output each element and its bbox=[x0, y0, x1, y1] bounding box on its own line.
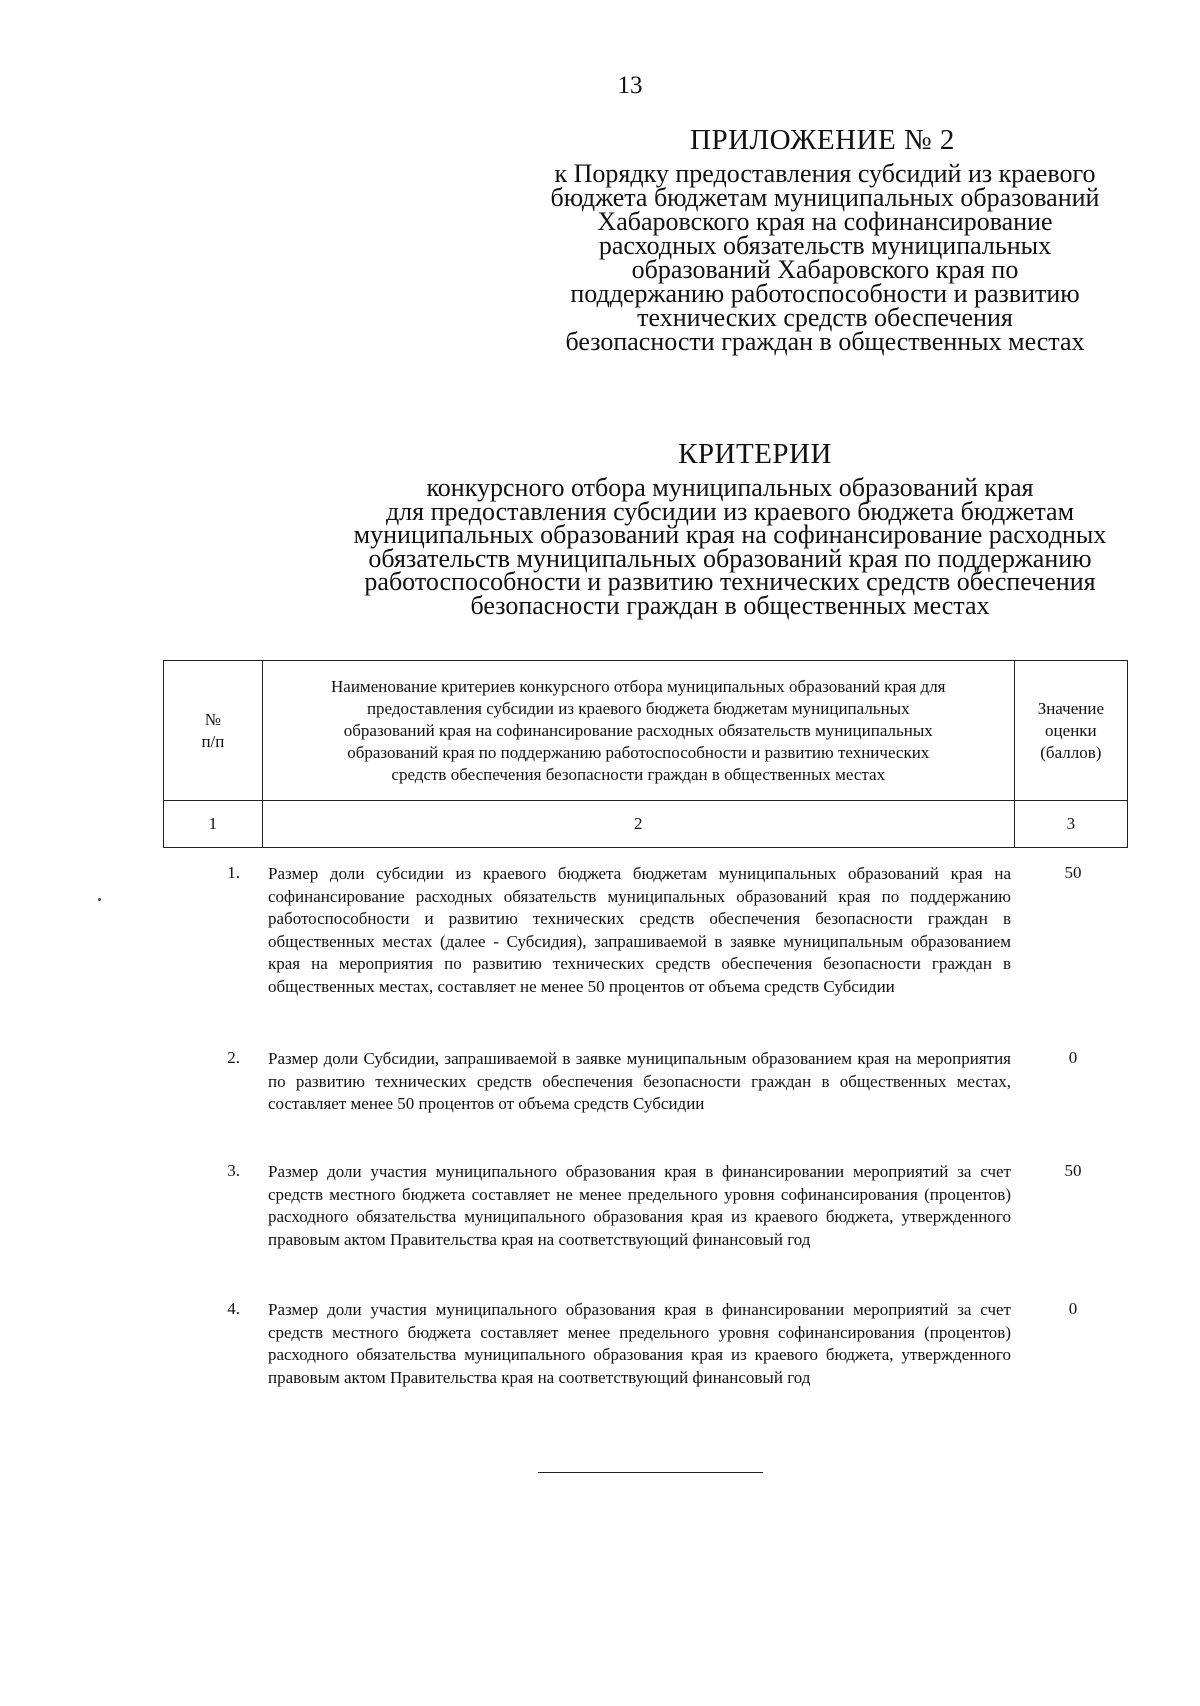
appendix-subtitle-line: Хабаровского края на софинансирование bbox=[597, 207, 1053, 236]
header-score-line: оценки bbox=[1045, 720, 1097, 740]
header-name-line: предоставления субсидии из краевого бюджета бюджетам муниципальных bbox=[366, 698, 910, 718]
criteria-subtitle-line: безопасности граждан в общественных местах bbox=[470, 590, 990, 620]
criteria-subtitle-line: конкурсного отбора муниципальных образований края bbox=[426, 473, 1034, 502]
header-name-line: средств обеспечения безопасности граждан в общественных местах bbox=[391, 764, 886, 784]
criterion-number: 2. bbox=[227, 1048, 240, 1067]
scan-dot bbox=[98, 898, 101, 901]
criterion-number: 4. bbox=[227, 1299, 240, 1318]
appendix-title: ПРИЛОЖЕНИЕ № 2 bbox=[690, 124, 955, 156]
appendix-subtitle bbox=[520, 159, 1130, 356]
criterion-text: Размер доли участия муниципального образования края в финансировании мероприятий за счет средств местного бюджета составляет менее предельного уровня софинансирования (процентов) расходного обязательства муниципального образования края из краевого бюджета, утвержденного правовым актом Правительства края на соответствующий финансовый год bbox=[268, 1300, 1011, 1387]
criterion-text: Размер доли субсидии из краевого бюджета бюджетам муниципальных образований края на софинансирование расходных обязательств муниципальных образований края по поддержанию работоспособности и развитию технических средств обеспечения безопасности граждан в общественных местах (далее - Субсидия), запрашиваемой в заявке муниципальным образованием края на мероприятия по развитию технических средств обеспечения безопасности граждан в общественных местах, составляет не менее 50 процентов от объема средств Субсидии bbox=[268, 864, 1011, 996]
criterion-score: 50 bbox=[1064, 863, 1082, 882]
criteria-title: КРИТЕРИИ bbox=[678, 438, 832, 470]
appendix-subtitle-line: расходных обязательств муниципальных bbox=[598, 231, 1052, 260]
appendix-subtitle-line: образований Хабаровского края по bbox=[631, 255, 1019, 284]
appendix-subtitle-line: технических средств обеспечения bbox=[637, 303, 1013, 332]
criteria-subtitle bbox=[230, 473, 1200, 620]
criterion-score: 0 bbox=[1068, 1299, 1078, 1318]
header-num-line: п/п bbox=[201, 731, 225, 751]
header-name-line: Наименование критериев конкурсного отбора муниципальных образований края для bbox=[331, 676, 946, 696]
header-score-line: (баллов) bbox=[1040, 742, 1102, 762]
appendix-subtitle-line: безопасности граждан в общественных местах bbox=[565, 327, 1085, 356]
header-cell-name bbox=[262, 661, 1014, 801]
header-name-line: образований края по поддержанию работоспособности и развитию технических bbox=[347, 742, 930, 762]
header-num-line: № bbox=[204, 709, 222, 729]
appendix-subtitle-line: бюджета бюджетам муниципальных образований bbox=[550, 183, 1100, 212]
criterion-number: 1. bbox=[227, 863, 240, 882]
criterion-score: 50 bbox=[1064, 1161, 1082, 1180]
criteria-subtitle-line: работоспособности и развитию технических средств обеспечения bbox=[364, 567, 1096, 596]
header-name-line: образований края на софинансирование расходных обязательств муниципальных bbox=[343, 720, 933, 740]
column-number-cell: 2 bbox=[262, 801, 1014, 848]
appendix-subtitle-line: к Порядку предоставления субсидий из краевого bbox=[554, 159, 1096, 188]
criterion-number: 3. bbox=[227, 1161, 240, 1180]
header-cell-score bbox=[1014, 661, 1127, 801]
criterion-text: Размер доли Субсидии, запрашиваемой в заявке муниципальным образованием края на мероприятия по развитию технических средств обеспечения безопасности граждан в общественных местах, составляет менее 50 процентов от объема средств Субсидии bbox=[268, 1049, 1011, 1113]
page-number: 13 bbox=[617, 72, 643, 99]
header-cell-num bbox=[164, 661, 263, 801]
criterion-score: 0 bbox=[1068, 1048, 1078, 1067]
appendix-subtitle-line: поддержанию работоспособности и развитию bbox=[570, 279, 1080, 308]
column-numbers-row bbox=[164, 801, 1128, 848]
criteria-subtitle-line: муниципальных образований края на софинансирование расходных bbox=[353, 520, 1107, 549]
criteria-table-header bbox=[163, 660, 1128, 848]
header-score-line: Значение bbox=[1037, 698, 1105, 718]
criteria-subtitle-line: обязательств муниципальных образований края по поддержанию bbox=[368, 543, 1092, 573]
criteria-subtitle-line: для предоставления субсидии из краевого бюджета бюджетам bbox=[385, 496, 1075, 526]
column-number-cell: 3 bbox=[1014, 801, 1127, 848]
end-divider bbox=[538, 1472, 763, 1473]
table-header-row bbox=[164, 661, 1128, 801]
criterion-text: Размер доли участия муниципального образования края в финансировании мероприятий за счет средств местного бюджета составляет не менее предельного уровня софинансирования (процентов) расходного обязательства муниципального образования края из краевого бюджета, утвержденного правовым актом Правительства края на соответствующий финансовый год bbox=[268, 1162, 1011, 1249]
column-number-cell: 1 bbox=[164, 801, 263, 848]
